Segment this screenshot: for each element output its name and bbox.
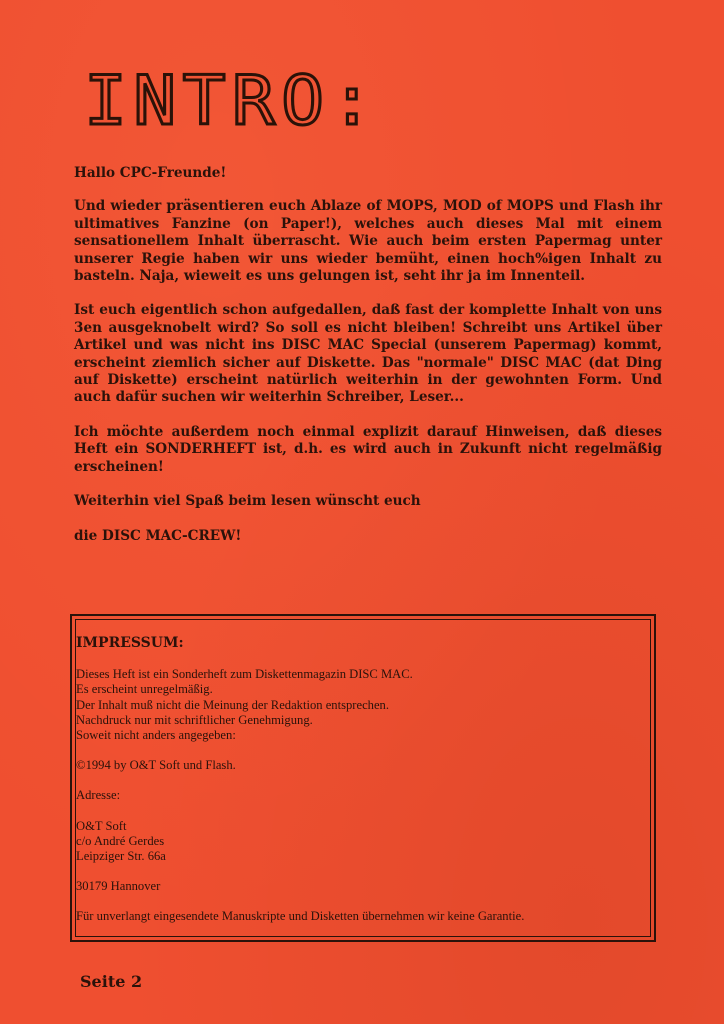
- impressum-line: Der Inhalt muß nicht die Meinung der Redaktion entsprechen.: [76, 697, 390, 712]
- disclaimer: Für unverlangt eingesendete Manuskripte und Disketten übernehmen wir keine Garantie.: [76, 909, 525, 924]
- page-title: INTRO:: [84, 62, 380, 141]
- impressum-line: Es erscheint unregelmäßig.: [76, 682, 213, 697]
- city: 30179 Hannover: [76, 879, 161, 894]
- impressum-content: [76, 636, 646, 925]
- greeting: Hallo CPC-Freunde!: [74, 165, 227, 181]
- address-line: c/o André Gerdes: [76, 833, 165, 848]
- paragraph-3: Ich möchte außerdem noch einmal explizit darauf Hinweisen, daß dieses Heft ein SONDERHEFT ist, d.h. es wird auch in Zukunft nicht regelmäßig erscheinen!: [74, 423, 662, 475]
- closing-line: Weiterhin viel Spaß beim lesen wünscht euch: [74, 493, 421, 510]
- address-label: Adresse:: [76, 788, 121, 803]
- impressum-line: Dieses Heft ist ein Sonderheft zum Diskettenmagazin DISC MAC.: [76, 667, 413, 682]
- page-number: Seite 2: [80, 972, 143, 991]
- address-line: O&T Soft: [76, 818, 127, 833]
- signature: die DISC MAC-CREW!: [74, 527, 242, 544]
- copyright: ©1994 by O&T Soft und Flash.: [76, 758, 236, 773]
- impressum-heading: IMPRESSUM:: [76, 635, 184, 651]
- intro-text: [74, 165, 662, 559]
- address-line: Leipziger Str. 66a: [76, 849, 166, 864]
- impressum-line: Soweit nicht anders angegeben:: [76, 728, 236, 743]
- paragraph-1: Und wieder präsentieren euch Ablaze of MOPS, MOD of MOPS und Flash ihr ultimatives Fanzine (on Paper!), welches auch dieses Mal mit einem sensationellem Inhalt überrascht. Wie auch beim ersten Papermag unter unserer Regie haben wir uns wieder bemüht, einen hoch%igen Inhalt zu basteln. Naja, wieweit es uns gelungen ist, seht ihr ja im Innenteil.: [74, 198, 662, 285]
- paragraph-2: Ist euch eigentlich schon aufgedallen, daß fast der komplette Inhalt von uns 3en ausgeknobelt wird? So soll es nicht bleiben! Schreibt uns Artikel über Artikel und was nicht ins DISC MAC Special (unserem Papermag) kommt, erscheint ziemlich sicher auf Diskette. Das "normale" DISC MAC (dat Ding auf Diskette) erscheint natürlich weiterhin in der gewohnten Form. Und auch dafür suchen wir weiterhin Schreiber, Leser...: [74, 302, 662, 406]
- impressum-line: Nachdruck nur mit schriftlicher Genehmigung.: [76, 712, 313, 727]
